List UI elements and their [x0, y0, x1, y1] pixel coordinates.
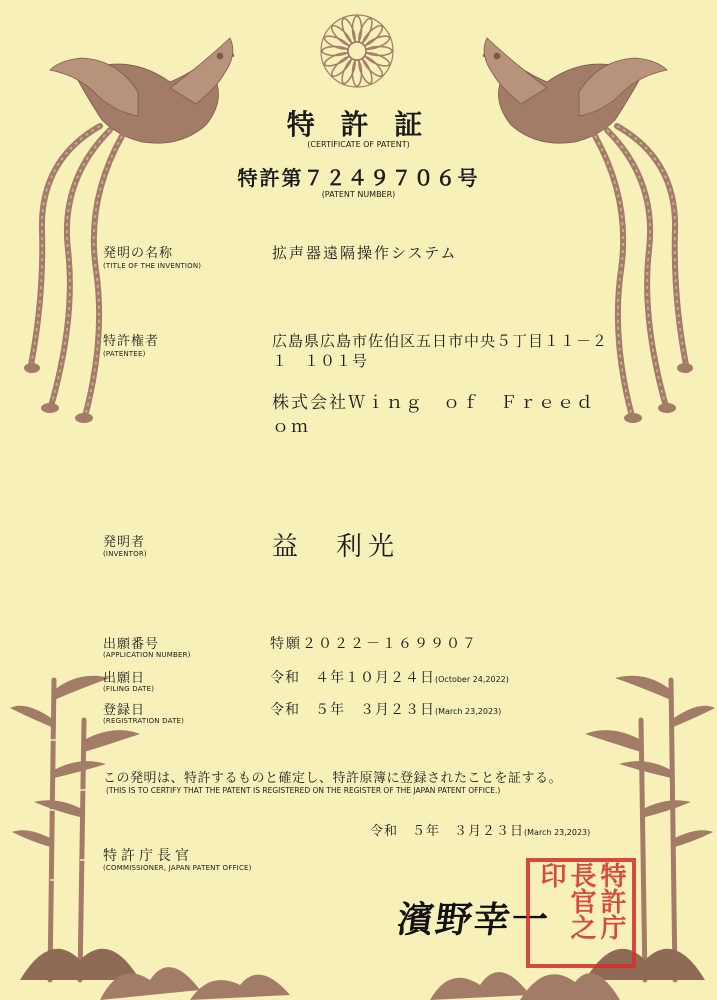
- application-number-label-en: (APPLICATION NUMBER): [103, 651, 191, 659]
- patentee-company-line1: 株式会社Ｗｉｎｇ ｏｆ Ｆｒｅｅｄ: [272, 393, 595, 413]
- chrysanthemum-petal: [366, 47, 392, 56]
- commissioner-label-en: (COMMISSIONER, JAPAN PATENT OFFICE): [103, 864, 252, 872]
- patentee-label-en: (PATENTEE): [103, 350, 146, 358]
- certification-statement-en: (THIS IS TO CERTIFY THAT THE PATENT IS REGISTERED ON THE REGISTER OF THE JAPAN PATENT OFFICE.): [106, 786, 501, 795]
- patent-number-en: (PATENT NUMBER): [321, 190, 396, 199]
- invention-title-label-en: (TITLE OF THE INVENTION): [103, 262, 202, 270]
- filing-date-label: 出願日: [103, 671, 146, 686]
- inventor-label: 発明者: [103, 535, 146, 550]
- invention-title-label: 発明の名称: [103, 246, 174, 261]
- registration-date-value: [270, 699, 501, 719]
- invention-title-value: 拡声器遠隔操作システム: [272, 244, 458, 262]
- official-seal: [526, 858, 636, 968]
- patent-number: 特許第７２４９７０６号: [237, 166, 480, 190]
- patentee-address-line2: １ １０１号: [272, 352, 369, 370]
- commissioner-label: 特許庁長官: [103, 848, 193, 864]
- filing-date-label-en: (FILING DATE): [103, 685, 155, 693]
- application-number-label: 出願番号: [103, 637, 160, 652]
- phoenix-left-icon: [20, 30, 260, 430]
- inventor-name: 益 利光: [272, 532, 401, 562]
- registration-date-label: 登録日: [103, 703, 146, 718]
- commissioner-signature: 濱野幸一: [394, 899, 553, 941]
- phoenix-right-icon: [457, 30, 697, 430]
- patentee-label: 特許権者: [103, 334, 160, 349]
- filing-date-jp: 令和 ４年１０月２４日: [270, 670, 435, 686]
- patentee-address-line1: 広島県広島市佐伯区五日市中央５丁目１１－２: [272, 332, 609, 350]
- registration-date-jp: 令和 ５年 ３月２３日: [270, 702, 435, 718]
- registration-date-en: (March 23,2023): [435, 707, 502, 716]
- patentee-company-line2: ｏｍ: [272, 417, 310, 437]
- certificate-title: 特 許 証: [286, 108, 431, 141]
- chrysanthemum-petal: [353, 60, 362, 86]
- registration-date-label-en: (REGISTRATION DATE): [103, 717, 185, 725]
- chrysanthemum-petal: [353, 16, 362, 42]
- filing-date-en: (October 24,2022): [435, 675, 509, 684]
- certification-date-jp: 令和 ５年 ３月２３日: [370, 824, 525, 839]
- certification-statement: この発明は、特許するものと確定し、特許原簿に登録されたことを証する。: [103, 771, 563, 786]
- certificate-title-en: (CERTIFICATE OF PATENT): [307, 140, 410, 149]
- filing-date-value: [270, 667, 509, 687]
- chrysanthemum-crest-icon: [318, 12, 396, 90]
- seal-text: 特許庁長官之印: [536, 862, 626, 940]
- certification-date: [370, 820, 590, 839]
- application-number-value: 特願２０２２－１６９９０７: [270, 636, 478, 652]
- inventor-label-en: (INVENTOR): [103, 550, 147, 558]
- certification-date-en: (March 23,2023): [524, 828, 591, 837]
- chrysanthemum-petal: [322, 47, 348, 56]
